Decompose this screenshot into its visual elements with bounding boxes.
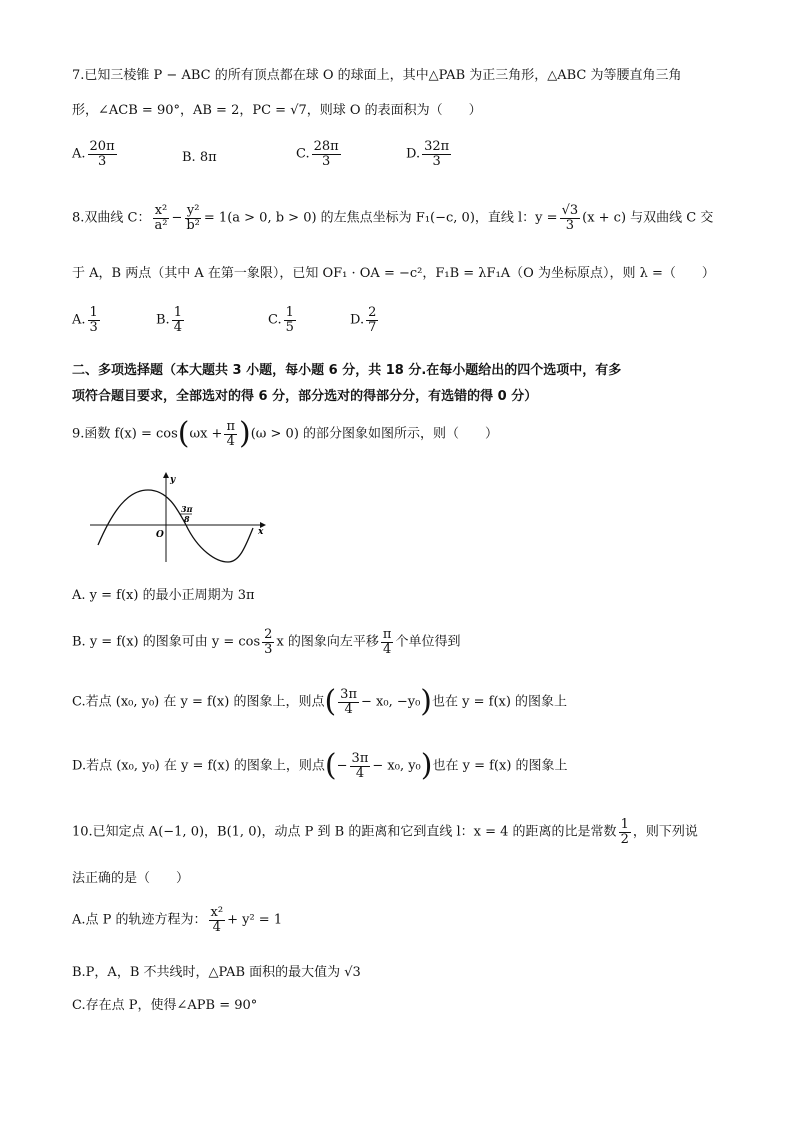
q9-graph: [88, 470, 268, 570]
q10-option-a: A.点 P 的轨迹方程为： $\frac{\text{x²}}{4}$ + y² = 1: [72, 905, 283, 935]
cosine-curve: [98, 490, 253, 562]
mark-denominator: 8: [184, 514, 190, 524]
q10-stem-line2: 法正确的是（ ）: [72, 871, 190, 886]
q8-option-d: D. $\frac{2}{7}$: [350, 305, 377, 335]
y-axis-label: y: [170, 475, 176, 485]
q7-stem-line1: 7.已知三棱锥 P − ABC 的所有顶点都在球 O 的球面上，其中△PAB 为正三角形，△ABC 为等腰直角三角: [72, 68, 682, 83]
q9-option-a: A. y = f(x) 的最小正周期为 3π: [72, 588, 255, 603]
q7-option-b: B. 8π: [182, 150, 217, 165]
y-axis-arrow-icon: [163, 472, 169, 478]
q7-option-d: D. $\frac{32\pi}{3}$: [406, 139, 450, 169]
q7-option-c: C. $\frac{28\pi}{3}$: [296, 139, 339, 169]
x-axis-label: x: [258, 527, 264, 537]
origin-label: O: [156, 530, 164, 540]
q9-option-c: C.若点 (x₀, y₀) 在 y = f(x) 的图象上，则点( $\frac{3\pi}{4}$ − x₀, −y₀)也在 y = f(x) 的图象上: [72, 684, 568, 720]
q8-option-c: C. $\frac{1}{5}$: [268, 305, 294, 335]
q8-option-b: B. $\frac{1}{4}$: [156, 305, 182, 335]
mark-numerator: 3π: [181, 504, 193, 514]
q9-stem: 9.函数 f(x) = cos(ωx + $\frac{\pi}{4}$ )(ω > 0) 的部分图象如图所示，则（ ）: [72, 416, 499, 452]
q10-stem-line1: 10.已知定点 A(−1, 0)，B(1, 0)，动点 P 到 B 的距离和它到直线 l：x = 4 的距离的比是常数 $\frac{1}{2}$ ，则下列说: [72, 817, 698, 847]
q10-option-c: C.存在点 P，使得∠APB = 90°: [72, 998, 258, 1013]
q7-option-a: A. $\frac{20\pi}{3}$: [72, 139, 115, 169]
q8-stem-line1: 8.双曲线 C： $\frac{\text{x²}}{\text{a²}}$ − $\frac{\text{y²}}{\text{b²}}$ = 1(a > 0, b > 0) 的左焦点坐标为 F₁(−c, 0)，直线 l：y = $\frac{√3}{3}$ (x + c) 与双曲线 C 交: [72, 203, 714, 233]
q9-option-d: D.若点 (x₀, y₀) 在 y = f(x) 的图象上，则点(− $\frac{3\pi}{4}$ − x₀, y₀)也在 y = f(x) 的图象上: [72, 748, 568, 784]
section2-heading-line1: 二、多项选择题（本大题共 3 小题，每小题 6 分，共 18 分.在每小题给出的四个选项中，有多: [72, 363, 622, 378]
section2-heading-line2: 项符合题目要求，全部选对的得 6 分，部分选对的得部分分，有选错的得 0 分）: [72, 389, 538, 404]
q9-option-b: B. y = f(x) 的图象可由 y = cos $\frac{2}{3}$ x 的图象向左平移 $\frac{\pi}{4}$ 个单位得到: [72, 627, 461, 657]
q7-stem-line2: 形，∠ACB = 90°，AB = 2，PC = √7，则球 O 的表面积为（ ）: [72, 103, 482, 118]
q8-option-a: A. $\frac{1}{3}$: [72, 305, 98, 335]
q8-stem-line2: 于 A，B 两点（其中 A 在第一象限），已知 OF₁ · OA = −c²，F₁B = λF₁A（O 为坐标原点），则 λ =（ ）: [72, 266, 715, 281]
q10-option-b: B.P，A，B 不共线时，△PAB 面积的最大值为 √3: [72, 965, 361, 980]
